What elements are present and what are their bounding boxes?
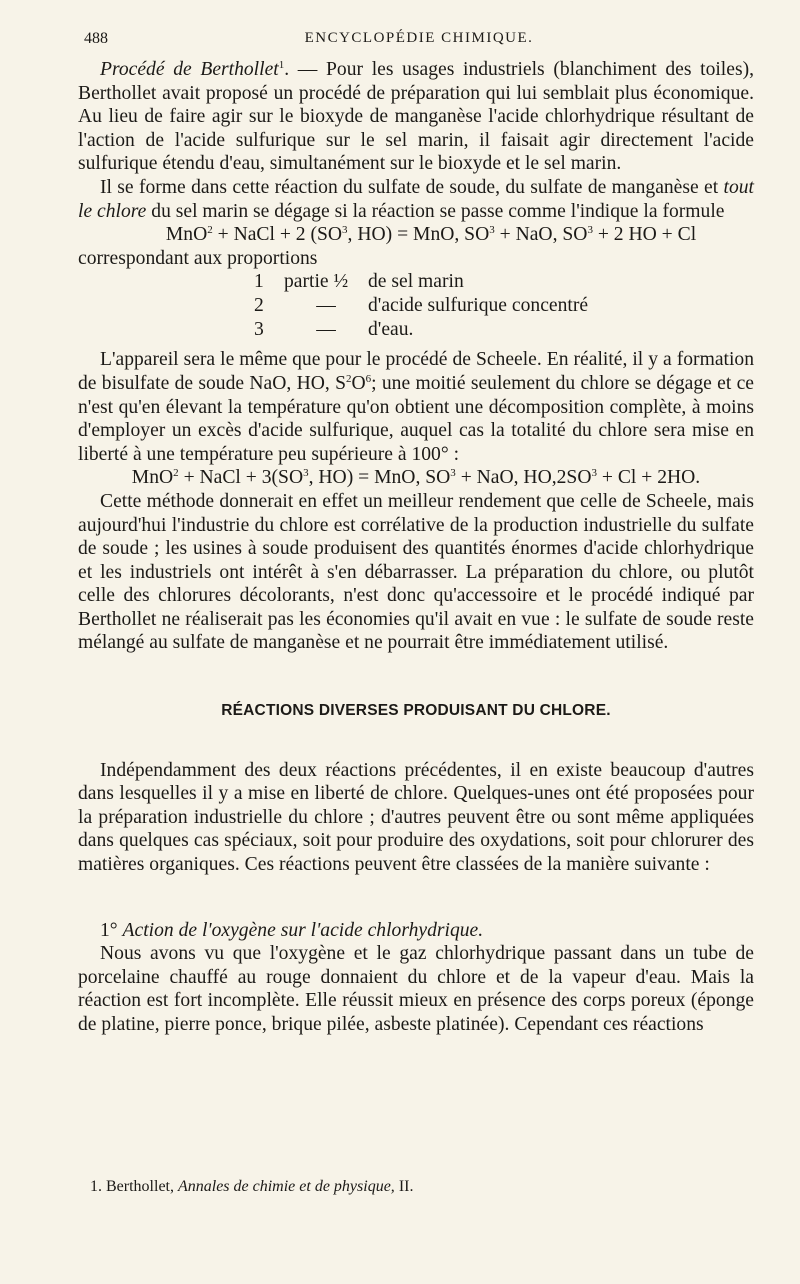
proportion-unit: — — [316, 295, 336, 317]
formula-part: + 2 HO + Cl — [592, 224, 697, 246]
paragraph-appareil-text-c: ; une moitié seulement du chlore se dégage et ce n'est qu'en élevant la température qu'on obtient une décomposition complète, à moins d'employer un excès d'acide sulfurique, auquel cas la totalité du chlore sera mise en liberté à une température peu supérieure à 100° : — [78, 372, 754, 465]
formula-sup: 3 — [587, 224, 593, 237]
running-title: ENCYCLOPÉDIE CHIMIQUE. — [304, 30, 534, 46]
paragraph-cette-methode: Cette méthode donnerait en effet un meilleur rendement que celle de Scheele, mais aujourd'hui l'industrie du chlore est corrélative de la production industrielle du sulfate de soude ; les usines à soude produisent des quantités énormes d'acide chlorhydrique et les industriels ont intérêt à s'en débarrasser. La préparation du chlore, ou plutôt celle des chlorures décolorants, n'est donc qu'accessoire et le procédé indiqué par Berthollet ne réaliserait pas les économies qu'il avait en vue : le sulfate de soude reste mélangé au sulfate de manganèse et ne pourrait être immédiatement utilisé. — [78, 490, 754, 654]
formula-part: + NaCl + 3(SO — [178, 467, 304, 489]
proportion-unit: partie ½ — [284, 271, 349, 293]
subsection-title-text: Action de l'oxygène sur l'acide chlorhydrique. — [122, 919, 484, 941]
proportion-description: d'eau. — [368, 319, 414, 341]
paragraph-appareil-text-b: O — [351, 372, 366, 394]
page-body — [78, 58, 754, 1037]
subsection-number: 1° — [100, 919, 118, 941]
paragraph-reaction-text-b: du sel marin se dégage si la réaction se passe comme l'indique la formule — [146, 200, 725, 222]
formula-sup: 2 — [345, 372, 352, 385]
formula-1 — [78, 223, 754, 247]
paragraph-reaction — [78, 176, 754, 223]
formula-2 — [78, 466, 754, 490]
formula-sup: 6 — [365, 372, 372, 385]
emphasis-tout-le-chlore: tout le chlore — [78, 176, 754, 222]
footnote-volume: II. — [398, 1178, 414, 1195]
paragraph-berthollet — [78, 58, 754, 176]
formula-sup: 3 — [591, 467, 597, 480]
proportions-list — [254, 270, 754, 342]
paragraph-independamment: Indépendamment des deux réactions précédentes, il en existe beaucoup d'autres dans lesquelles il y a mise en liberté de chlore. Quelques-unes ont été proposées pour la préparation industrielle du chlore ; d'autres peuvent être ou sont même appliquées dans quelques cas spéciaux, soit pour produire des oxydations, soit pour chlorurer des matières organiques. Ces réactions peuvent être classées de la manière suivante : — [78, 759, 754, 876]
page-number: 488 — [84, 30, 108, 47]
proportion-number: 2 — [254, 295, 264, 317]
footnote-author: Berthollet, — [106, 1178, 174, 1195]
proportion-unit: — — [316, 319, 336, 341]
proportion-description: d'acide sulfurique concentré — [368, 295, 589, 317]
proportion-number: 3 — [254, 319, 264, 341]
footnote-marker: 1 — [278, 59, 285, 71]
section-title-berthollet: Procédé de Berthollet — [100, 59, 279, 80]
paragraph-appareil-text-a: L'appareil sera le même que pour le procédé de Scheele. En réalité, il y a formation de bisulfate de soude NaO, HO, S — [78, 349, 754, 394]
formula-part: + Cl + 2HO. — [596, 467, 701, 489]
formula-part: , HO) = MnO, SO — [347, 224, 490, 246]
section-heading: RÉACTIONS DIVERSES PRODUISANT DU CHLORE. — [221, 702, 611, 720]
formula-part: + NaCl + 2 (SO — [212, 224, 343, 246]
footnote-journal: Annales de chimie et de physique, — [177, 1178, 395, 1195]
proportion-row — [254, 294, 754, 318]
formula-sup: 3 — [489, 224, 495, 237]
page-header — [84, 30, 754, 52]
formula-part: + NaO, HO,2SO — [455, 467, 592, 489]
proportion-number: 1 — [254, 271, 264, 293]
footnote — [90, 1178, 413, 1196]
paragraph-appareil — [78, 348, 754, 466]
proportion-row — [254, 318, 754, 342]
formula-sup: 2 — [207, 224, 213, 237]
formula-part: , HO) = MnO, SO — [308, 467, 451, 489]
formula-part: MnO — [131, 467, 174, 489]
proportion-description: de sel marin — [368, 271, 464, 293]
formula-sup: 3 — [342, 224, 348, 237]
paragraph-reaction-text-a: Il se forme dans cette réaction du sulfate de soude, du sulfate de manganèse et — [100, 176, 724, 198]
proportions-intro: correspondant aux proportions — [78, 247, 318, 269]
formula-part: + NaO, SO — [494, 224, 588, 246]
paragraph-berthollet-text: . — Pour les usages industriels (blanchiment des toiles), Berthollet avait proposé un procédé de préparation qui lui semblait plus économique. Au lieu de faire agir sur le bioxyde de manganèse l'acide chlorhydrique résultant de l'action de l'acide sulfurique sur le sel marin, il faisait agir directement l'acide sulfurique étendu d'eau, simultanément sur le bioxyde et le sel marin. — [78, 59, 754, 175]
proportion-row — [254, 270, 754, 294]
paragraph-nous-avons: Nous avons vu que l'oxygène et le gaz chlorhydrique passant dans un tube de porcelaine chauffé au rouge donnaient du chlore et de la vapeur d'eau. Mais la réaction est fort incomplète. Elle réussit mieux en présence des corps poreux (éponge de platine, pierre ponce, brique pilée, asbeste platinée). Cependant ces réactions — [78, 943, 754, 1035]
footnote-number: 1. — [90, 1178, 102, 1195]
formula-sup: 3 — [303, 467, 309, 480]
formula-part: MnO — [165, 224, 208, 246]
formula-sup: 2 — [173, 467, 179, 480]
subsection-title — [78, 919, 754, 943]
formula-sup: 3 — [450, 467, 456, 480]
